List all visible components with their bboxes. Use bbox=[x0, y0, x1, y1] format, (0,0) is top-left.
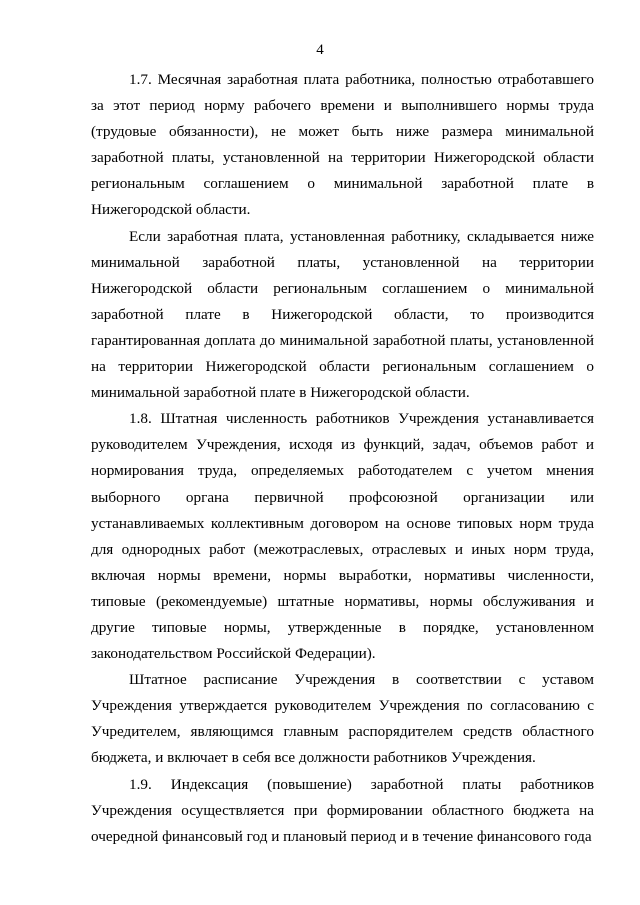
page-number: 4 bbox=[316, 42, 324, 58]
paragraph-1-7: 1.7. Месячная заработная плата работника, полностью отработавшего за этот период норму рабочего времени и выполнившего нормы труда (трудовые обязанности), не может быть ниже размера минимальной заработной платы, установленной на территории Нижегородской области региональным соглашением о минимальной заработной плате в Нижегородской области. bbox=[91, 71, 594, 219]
paragraph-1-8: 1.8. Штатная численность работников Учреждения устанавливается руководителем Учреждения, исходя из функций, задач, объемов работ и нормирования труда, определяемых работодателем с учетом мнения выборного органа первичной профсоюзной организации или устанавливаемых коллективным договором на основе типовых норм труда для однородных работ (межотраслевых, отраслевых и иных норм труда, включая нормы времени, нормы выработки, нормативы численности, типовые (рекомендуемые) штатные нормативы, нормы обслуживания и другие типовые нормы, утвержденные в порядке, установленном законодательством Российской Федерации). bbox=[91, 410, 594, 663]
paragraph-minimum-wage-supplement: Если заработная плата, установленная работнику, складывается ниже минимальной заработной платы, установленной на территории Нижегородской области региональным соглашением о минимальной заработной плате в Нижегородской области, то производится гарантированная доплата до минимальной заработной платы, установленной на территории Нижегородской области региональным соглашением о минимальной заработной плате в Нижегородской области. bbox=[91, 227, 594, 402]
paragraph-staff-schedule: Штатное расписание Учреждения в соответствии с уставом Учреждения утверждается руководителем Учреждения по согласованию с Учредителем, являющимся главным распорядителем средств областного бюджета, и включает в себя все должности работников Учреждения. bbox=[91, 671, 594, 767]
paragraph-1-9: 1.9. Индексация (повышение) заработной платы работников Учреждения осуществляется при формировании областного бюджета на очередной финансовый год и плановый период и в течение финансового года bbox=[91, 775, 594, 845]
document-body bbox=[91, 67, 594, 850]
